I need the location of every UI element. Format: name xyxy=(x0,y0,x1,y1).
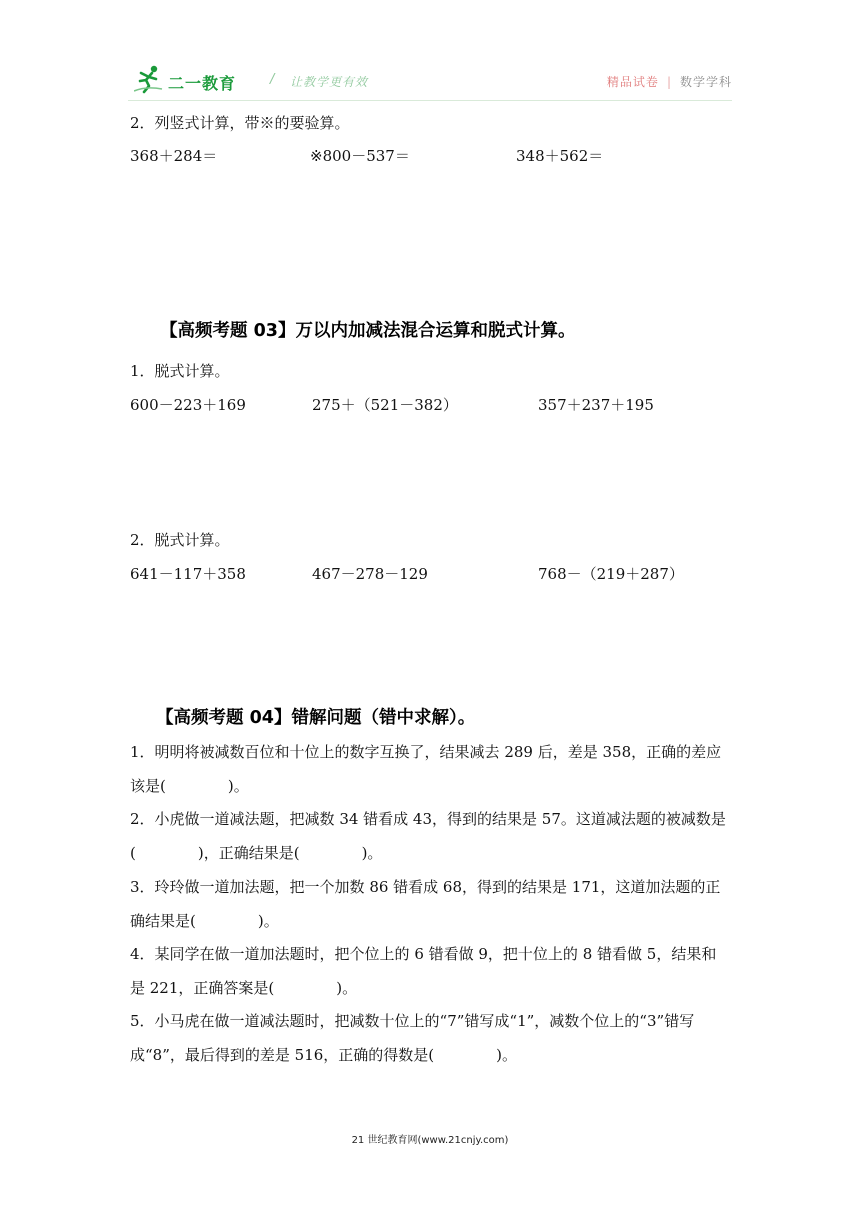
section03-title: 【高频考题 03】万以内加减法混合运算和脱式计算。 xyxy=(160,321,576,341)
section03-q1-instruction: 1．脱式计算。 xyxy=(130,362,230,380)
section03-q1-item: 275＋（521－382） xyxy=(312,396,458,414)
brand-slash: / xyxy=(270,72,275,87)
problem-text: )。 xyxy=(361,843,383,862)
page-header xyxy=(128,62,732,98)
header-label: 精品试卷 xyxy=(606,75,659,89)
page-footer: 21 世纪教育网(www.21cnjy.com) xyxy=(351,1135,509,1146)
section03-q2-item: 641－117＋358 xyxy=(130,565,246,583)
part2-item: 348＋562＝ xyxy=(516,147,604,165)
problem-text: )。 xyxy=(227,776,249,795)
problem-5 xyxy=(130,1005,730,1072)
section03-q2-item: 467－278－129 xyxy=(312,565,428,583)
problem-3 xyxy=(130,871,730,938)
section03-q1-item: 357＋237＋195 xyxy=(538,396,654,414)
problem-text: )。 xyxy=(336,978,358,997)
header-separator: | xyxy=(666,75,672,89)
brand-name: 二一教育 xyxy=(168,74,237,93)
problem-text: 3．玲玲做一道加法题，把一个加数 86 错看成 68，得到的结果是 171，这道加法题的正确结果是( xyxy=(130,878,721,930)
problem-1 xyxy=(130,736,730,803)
part2-item: ※800－537＝ xyxy=(310,147,410,165)
section03-q2-item: 768－（219＋287） xyxy=(538,565,684,583)
problem-text: 4．某同学在做一道加法题时，把个位上的 6 错看做 9，把十位上的 8 错看做 5，结果和是 221，正确答案是( xyxy=(130,945,717,997)
section04-title: 【高频考题 04】错解问题（错中求解）。 xyxy=(156,708,476,728)
header-subject: 数学学科 xyxy=(679,75,732,89)
problem-text: 2．小虎做一道减法题，把减数 34 错看成 43，得到的结果是 57。这道减法题的被减数是( xyxy=(130,810,726,862)
runner-logo-icon xyxy=(134,64,164,94)
problem-text: )，正确结果是( xyxy=(197,843,300,862)
brand-slogan: 让教学更有效 xyxy=(290,75,369,89)
problem-text: 5．小马虎在做一道减法题时，把减数十位上的“7”错写成“1”，减数个位上的“3”错写成“8”，最后得到的差是 516，正确的得数是( xyxy=(130,1012,695,1064)
part2-item: 368＋284＝ xyxy=(130,147,218,165)
header-divider xyxy=(128,100,732,101)
header-right xyxy=(607,73,732,90)
problem-text: 1．明明将被减数百位和十位上的数字互换了，结果减去 289 后，差是 358，正确的差应该是( xyxy=(130,743,722,795)
problem-2 xyxy=(130,803,730,870)
section03-q2-instruction: 2．脱式计算。 xyxy=(130,531,230,549)
problem-text: )。 xyxy=(496,1045,517,1064)
part2-instruction: 2．列竖式计算，带※的要验算。 xyxy=(130,114,350,132)
section03-q1-item: 600－223＋169 xyxy=(130,396,246,414)
problem-text: )。 xyxy=(257,911,279,930)
problem-4 xyxy=(130,938,730,1005)
